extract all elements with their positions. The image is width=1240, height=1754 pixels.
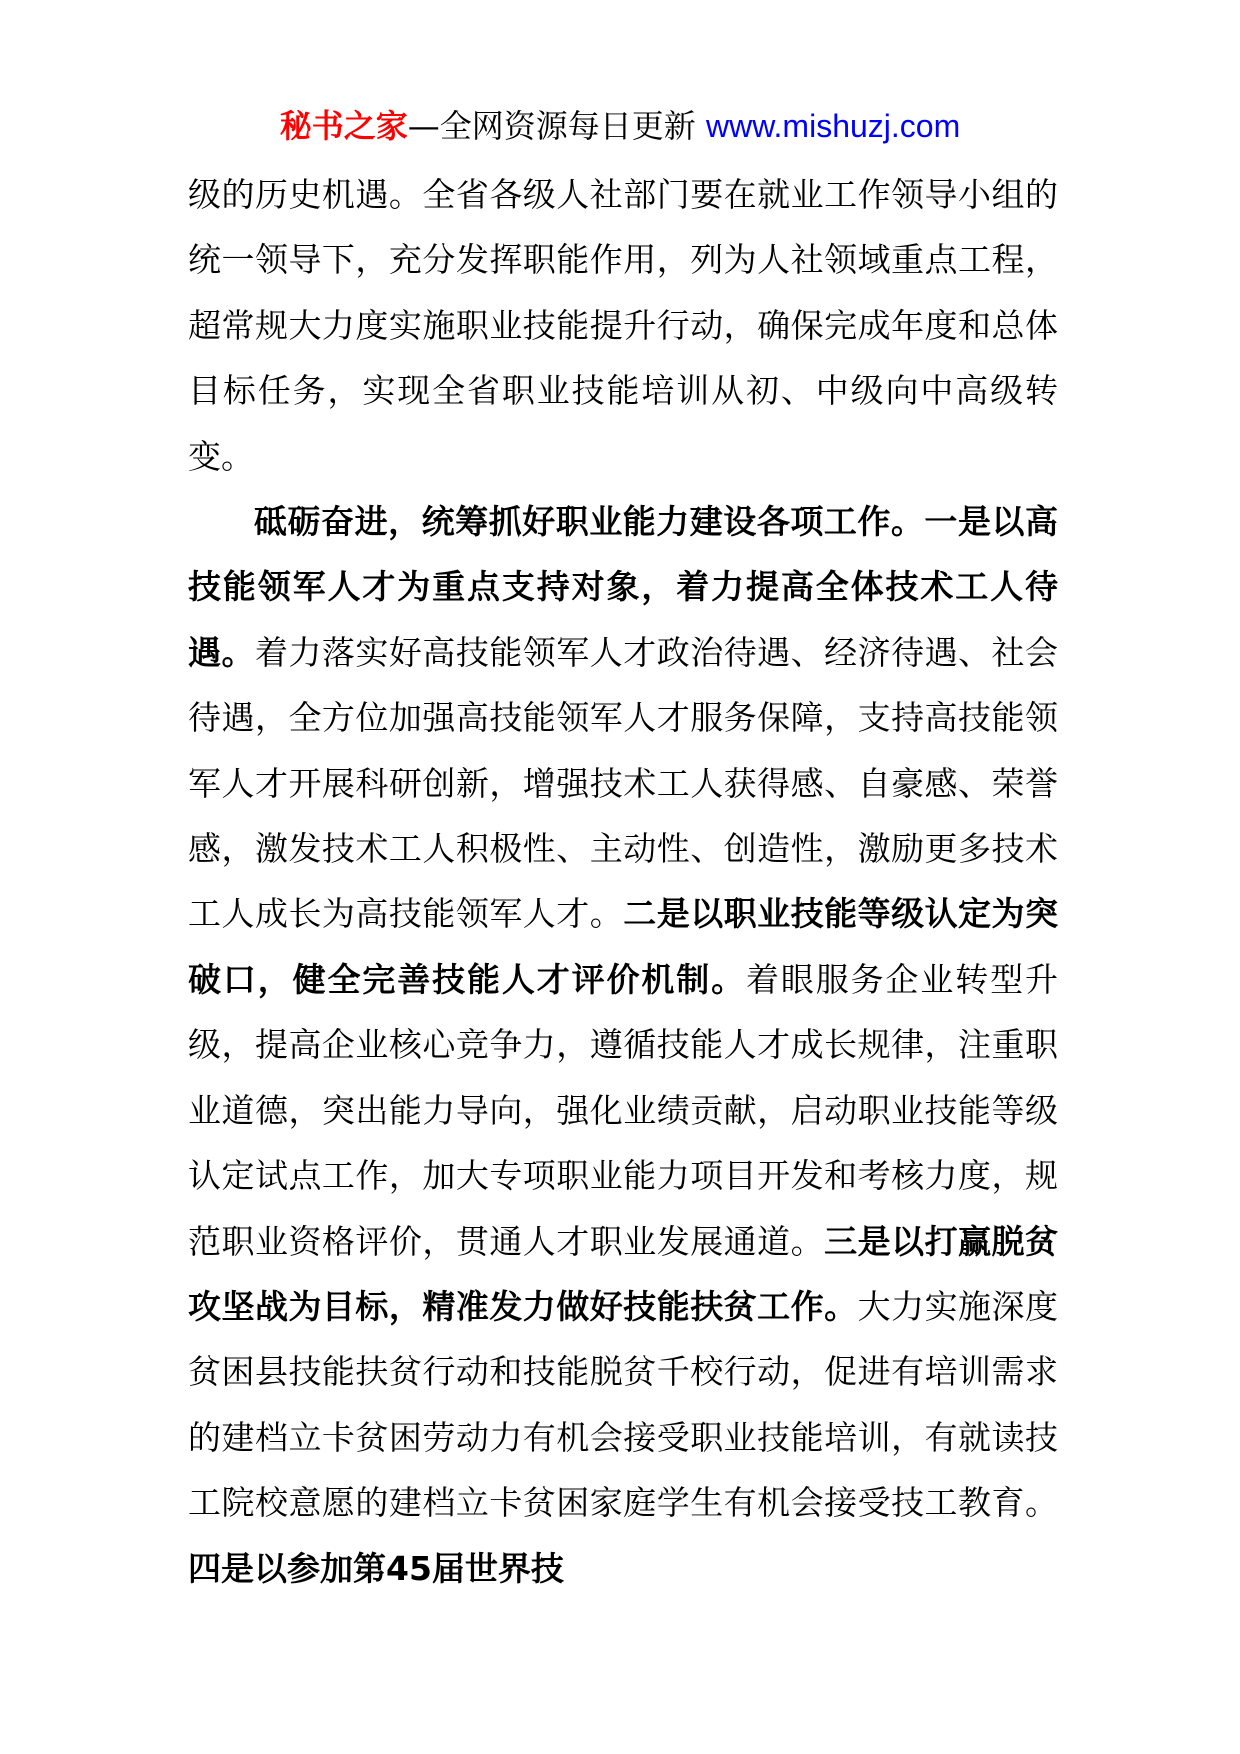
bold-heading-run: 砥砺奋进，统筹抓好职业能力建设各项工作。一是以高技能领军人才为重点支持对象，着力提高全体技术工人待遇。 [188, 502, 1058, 672]
header-tagline: —全网资源每日更新 [407, 107, 706, 145]
text-run: 大力实施深度贫困县技能扶贫行动和技能脱贫千校行动，促进有培训需求的建档立卡贫困劳动力有机会接受职业技能培训，有就读技工院校意愿的建档立卡贫困家庭学生有机会接受技工教育。 [188, 1286, 1059, 1523]
bold-heading-run: 四是以参加第45届世界技 [188, 1548, 564, 1588]
paragraph-continuation [188, 162, 1058, 489]
text-run: 着眼服务企业转型升级，提高企业核心竞争力，遵循技能人才成长规律，注重职业道德，突出能力导向，强化业绩贡献，启动职业技能等级认定试点工作，加大专项职业能力项目开发和考核力度，规范职业资格评价，贯通人才职业发展通道。 [188, 959, 1058, 1261]
site-url[interactable]: www.mishuzj.com [705, 108, 961, 144]
page-header [0, 102, 1240, 150]
text-run: 着力落实好高技能领军人才政治待遇、经济待遇、社会待遇，全方位加强高技能领军人才服务保障，支持高技能领军人才开展科研创新，增强技术工人获得感、自豪感、荣誉感，激发技术工人积极性、主动性、创造性，激励更多技术工人成长为高技能领军人才。 [188, 632, 1059, 934]
brand-name: 秘书之家 [279, 107, 408, 145]
document-body [188, 162, 1058, 1601]
bold-heading-run: 二是以职业技能等级认定为突破口，健全完善技能人才评价机制。 [188, 894, 1059, 999]
bold-heading-run: 三是以打赢脱贫攻坚战为目标，精准发力做好技能扶贫工作。 [188, 1221, 1059, 1326]
paragraph-main [188, 489, 1058, 1601]
text-run: 级的历史机遇。全省各级人社部门要在就业工作领导小组的统一领导下，充分发挥职能作用，列为人社领域重点工程，超常规大力度实施职业技能提升行动，确保完成年度和总体目标任务，实现全省职业技能培训从初、中级向中高级转变。 [188, 175, 1058, 476]
